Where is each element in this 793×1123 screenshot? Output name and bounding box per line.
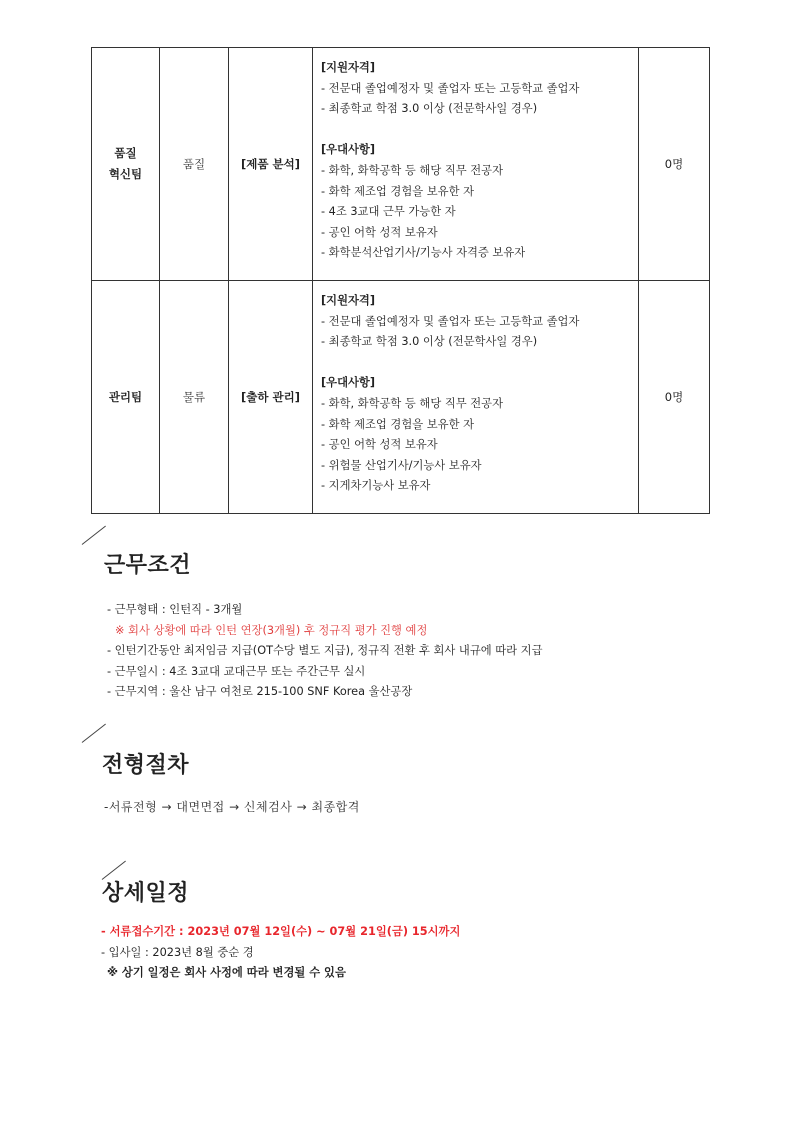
conditions-list bbox=[107, 600, 543, 703]
headcount-cell: 0명 bbox=[639, 48, 710, 281]
table-row bbox=[92, 281, 710, 514]
team-name-line: 혁신팀 bbox=[108, 167, 143, 181]
recruitment-table bbox=[91, 47, 710, 514]
process-title: 전형절차 bbox=[102, 753, 190, 778]
preference-heading: [우대사항] bbox=[321, 143, 375, 157]
preference-item: - 지게차기능사 보유자 bbox=[321, 479, 431, 493]
headcount-cell: 0명 bbox=[639, 281, 710, 514]
preference-item: - 화학, 화학공학 등 해당 직무 전공자 bbox=[321, 396, 503, 410]
schedule-note: ※ 상기 일정은 회사 사정에 따라 변경될 수 있음 bbox=[107, 966, 346, 979]
section-slash-decoration bbox=[82, 526, 106, 545]
conditions-title: 근무조건 bbox=[104, 553, 192, 578]
qualification-item: - 최종학교 학점 3.0 이상 (전문학사일 경우) bbox=[321, 335, 538, 349]
requirements-cell bbox=[313, 48, 639, 281]
team-name-line: 품질 bbox=[114, 146, 137, 160]
qualification-item: - 전문대 졸업예정자 및 졸업자 또는 고등학교 졸업자 bbox=[321, 81, 580, 95]
department-cell: 품질 bbox=[160, 48, 229, 281]
schedule-title: 상세일정 bbox=[102, 881, 190, 906]
condition-item: - 인턴기간동안 최저임금 지급(OT수당 별도 지급), 정규직 전환 후 회사 내규에 따라 지급 bbox=[107, 644, 543, 657]
condition-item: - 근무일시 : 4조 3교대 교대근무 또는 주간근무 실시 bbox=[107, 664, 366, 678]
qualification-heading: [지원자격] bbox=[321, 294, 375, 307]
start-date: - 입사일 : 2023년 8월 중순 경 bbox=[101, 945, 254, 959]
table-row bbox=[92, 48, 710, 281]
team-cell bbox=[92, 48, 160, 281]
preference-item: - 화학, 화학공학 등 해당 직무 전공자 bbox=[321, 163, 503, 177]
process-steps: -서류전형 → 대면면접 → 신체검사 → 최종합격 bbox=[104, 800, 360, 814]
department-cell: 물류 bbox=[160, 281, 229, 514]
team-cell bbox=[92, 281, 160, 514]
team-name-line: 관리팀 bbox=[108, 389, 143, 404]
qualification-heading: [지원자격] bbox=[321, 61, 375, 74]
preference-item: - 4조 3교대 근무 가능한 자 bbox=[321, 205, 456, 219]
preference-item: - 화학 제조업 경험을 보유한 자 bbox=[321, 184, 474, 198]
condition-item: - 근무지역 : 울산 남구 여천로 215-100 SNF Korea 울산공장 bbox=[107, 685, 413, 698]
preference-item: - 화학분석산업기사/기능사 자격증 보유자 bbox=[321, 246, 526, 260]
condition-note: ※ 회사 상황에 따라 인턴 연장(3개월) 후 정규직 평가 진행 예정 bbox=[115, 623, 428, 637]
preference-item: - 공인 어학 성적 보유자 bbox=[321, 438, 438, 452]
preference-item: - 화학 제조업 경험을 보유한 자 bbox=[321, 417, 474, 431]
job-cell: [제품 분석] bbox=[229, 48, 313, 281]
preference-item: - 공인 어학 성적 보유자 bbox=[321, 225, 438, 239]
job-cell: [출하 관리] bbox=[229, 281, 313, 514]
preference-heading: [우대사항] bbox=[321, 376, 375, 390]
schedule-list bbox=[101, 922, 460, 984]
requirements-cell bbox=[313, 281, 639, 514]
section-slash-decoration bbox=[82, 724, 106, 743]
qualification-item: - 전문대 졸업예정자 및 졸업자 또는 고등학교 졸업자 bbox=[321, 314, 580, 328]
qualification-item: - 최종학교 학점 3.0 이상 (전문학사일 경우) bbox=[321, 102, 538, 116]
application-period: - 서류접수기간 : 2023년 07월 12일(수) ~ 07월 21일(금) 15시까지 bbox=[101, 925, 461, 938]
preference-item: - 위험물 산업기사/기능사 보유자 bbox=[321, 458, 482, 472]
condition-item: - 근무형태 : 인턴직 - 3개월 bbox=[107, 603, 243, 616]
